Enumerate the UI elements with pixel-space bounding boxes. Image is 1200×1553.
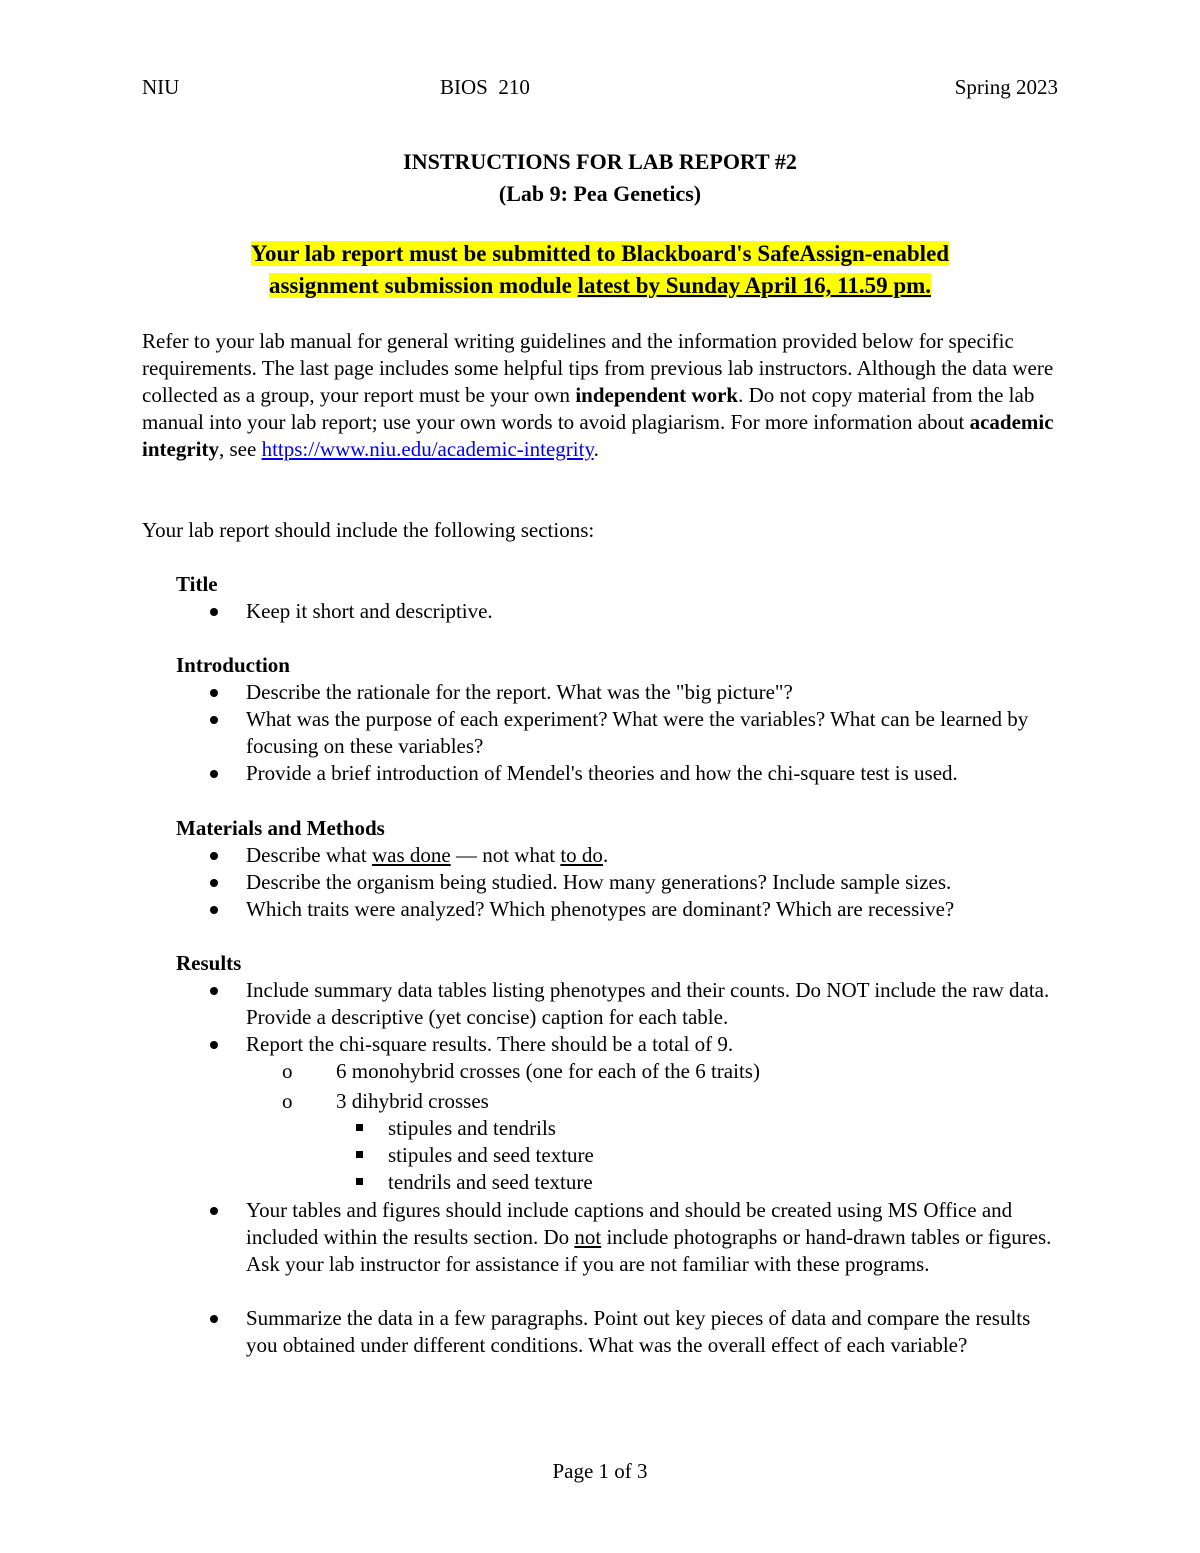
bullet-icon bbox=[210, 1315, 218, 1323]
page-number: Page 1 of 3 bbox=[552, 1459, 648, 1483]
square-bullet-icon bbox=[356, 1178, 363, 1185]
header-left: NIU bbox=[142, 75, 180, 99]
submission-notice bbox=[0, 238, 1200, 302]
square-bullet-icon bbox=[356, 1124, 363, 1131]
subsub-list-item: stipules and tendrils bbox=[352, 1115, 1052, 1142]
circle-bullet-icon: o bbox=[282, 1059, 293, 1083]
subsub-list-item: stipules and seed texture bbox=[352, 1142, 1052, 1169]
academic-integrity-link[interactable]: https://www.niu.edu/academic-integrity bbox=[261, 437, 594, 461]
intro-text-3: , see bbox=[218, 437, 262, 461]
bullet-icon bbox=[210, 987, 218, 995]
header-center: BIOS 210 bbox=[440, 75, 530, 99]
list-item: Describe the organism being studied. How many generations? Include sample sizes. bbox=[176, 869, 1066, 896]
bullet-icon bbox=[210, 689, 218, 697]
intro-paragraph bbox=[142, 328, 1062, 463]
bullet-icon bbox=[210, 1207, 218, 1215]
bullet-icon bbox=[210, 770, 218, 778]
bullet-icon bbox=[210, 608, 218, 616]
subsub-list-item: tendrils and seed texture bbox=[352, 1169, 1052, 1196]
list-item: Keep it short and descriptive. bbox=[176, 598, 1066, 625]
circle-bullet-icon: o bbox=[282, 1089, 293, 1113]
heading-methods: Materials and Methods bbox=[176, 816, 385, 840]
header-right: Spring 2023 bbox=[954, 75, 1058, 99]
bullet-icon bbox=[210, 852, 218, 860]
sub-list-item: o 6 monohybrid crosses (one for each of the 6 traits) bbox=[282, 1059, 760, 1083]
square-bullet-icon bbox=[356, 1151, 363, 1158]
intro-text-1: Refer to your lab manual for general writing guidelines and the information provided below for specific requirements. The last page includes some helpful tips from previous lab instructors. Although the data were collected as a group, your report must be your own bbox=[142, 329, 1054, 407]
notice-deadline: latest by Sunday April 16, 11.59 pm. bbox=[577, 273, 932, 298]
heading-title: Title bbox=[176, 572, 218, 596]
title-line-1: INSTRUCTIONS FOR LAB REPORT #2 bbox=[403, 149, 797, 174]
title-line-2: (Lab 9: Pea Genetics) bbox=[498, 181, 702, 206]
intro-bold-integrity: academic integrity bbox=[142, 410, 1054, 461]
list-item: Include summary data tables listing phenotypes and their counts. Do NOT include the raw data. Provide a descriptive (yet concise) caption for each table. bbox=[176, 977, 1066, 1031]
bullet-icon bbox=[210, 716, 218, 724]
bullet-icon bbox=[210, 906, 218, 914]
list-item: Which traits were analyzed? Which phenotypes are dominant? Which are recessive? bbox=[176, 896, 1066, 923]
list-item: Your tables and figures should include captions and should be created using MS Office and included within the results section. Do not include photographs or hand-drawn tables or figures. Ask your lab instructor for assistance if you are not familiar with these programs. bbox=[176, 1197, 1066, 1278]
document-title bbox=[0, 146, 1200, 210]
sections-intro: Your lab report should include the following sections: bbox=[142, 518, 595, 542]
notice-line-2a: assignment submission module bbox=[268, 273, 572, 298]
intro-text-2: . Do not copy material from the lab manual into your lab report; use your own words to avoid plagiarism. For more information about bbox=[142, 383, 1035, 434]
notice-line-1: Your lab report must be submitted to Blackboard's SafeAssign-enabled bbox=[250, 241, 950, 266]
list-item: Report the chi-square results. There should be a total of 9. bbox=[176, 1031, 1066, 1058]
sub-list-item: o 3 dihybrid crosses bbox=[282, 1089, 489, 1113]
heading-results: Results bbox=[176, 951, 242, 975]
intro-text-4: . bbox=[593, 437, 599, 461]
list-item: What was the purpose of each experiment? What were the variables? What can be learned by focusing on these variables? bbox=[176, 706, 1066, 760]
list-item: Summarize the data in a few paragraphs. Point out key pieces of data and compare the results you obtained under different conditions. What was the overall effect of each variable? bbox=[176, 1305, 1066, 1359]
bullet-icon bbox=[210, 1041, 218, 1049]
heading-introduction: Introduction bbox=[176, 653, 290, 677]
list-item: Provide a brief introduction of Mendel's theories and how the chi-square test is used. bbox=[176, 760, 1066, 787]
list-item: Describe what was done — not what to do. bbox=[176, 842, 1066, 869]
intro-bold-independent: independent work bbox=[575, 383, 739, 407]
bullet-icon bbox=[210, 879, 218, 887]
list-item: Describe the rationale for the report. What was the "big picture"? bbox=[176, 679, 1066, 706]
